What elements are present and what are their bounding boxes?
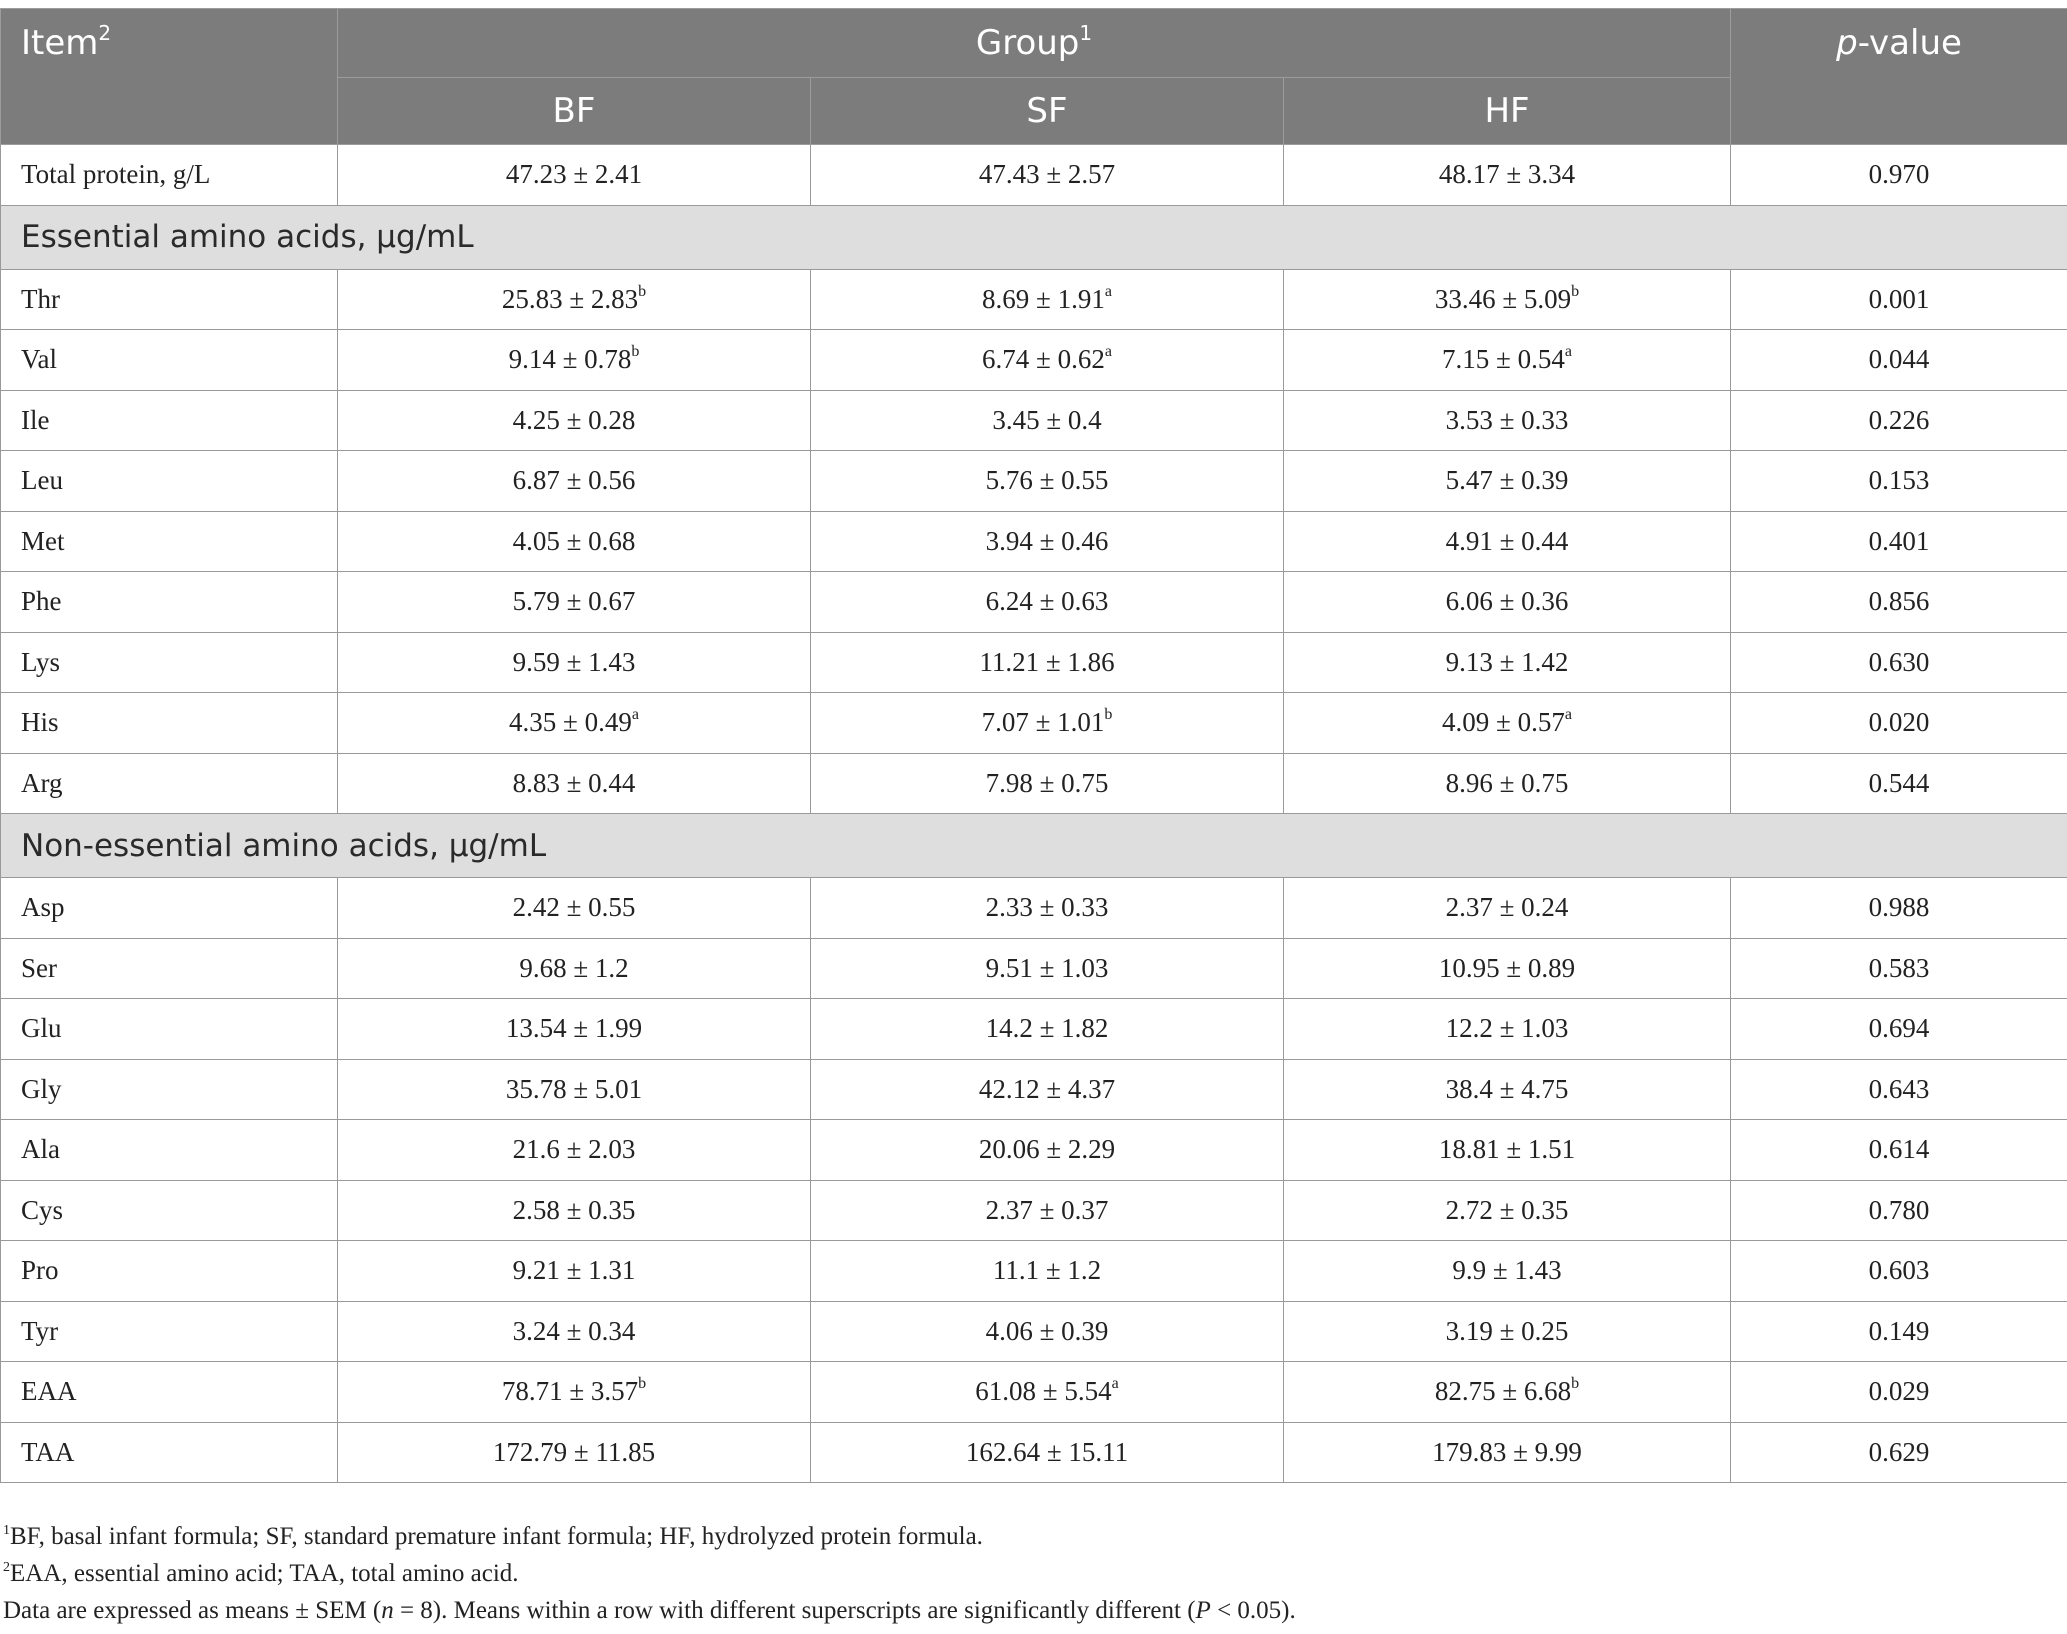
cell-sf-value: 11.1 ± 1.2 — [992, 1255, 1102, 1286]
cell-hf — [1284, 938, 1731, 999]
cell-item: Cys — [1, 1180, 338, 1241]
cell-sf-value: 42.12 ± 4.37 — [978, 1073, 1116, 1104]
cell-item: Met — [1, 511, 338, 572]
cell-hf — [1284, 1059, 1731, 1120]
footnote-2-text: EAA, essential amino acid; TAA, total amino acid. — [10, 1560, 519, 1587]
cell-bf-value: 8.83 ± 0.44 — [512, 767, 636, 798]
header-item — [1, 9, 338, 145]
table-row — [1, 390, 2067, 451]
cell-bf — [338, 390, 811, 451]
cell-bf-value: 172.79 ± 11.85 — [492, 1436, 656, 1467]
footnote-1 — [3, 1518, 2067, 1555]
section-essential-title: Essential amino acids, μg/mL — [1, 205, 2067, 269]
cell-hf-value: 33.46 ± 5.09 — [1434, 283, 1572, 314]
header-group-bf: BF — [338, 78, 811, 145]
cell-sf-value: 2.33 ± 0.33 — [985, 892, 1109, 923]
cell-item: Pro — [1, 1241, 338, 1302]
cell-sf-value: 14.2 ± 1.82 — [985, 1013, 1109, 1044]
cell-item: Leu — [1, 451, 338, 512]
cell-bf-value: 9.59 ± 1.43 — [512, 646, 636, 677]
table-row — [1, 1301, 2067, 1362]
table-header — [1, 9, 2067, 145]
cell-item: Ile — [1, 390, 338, 451]
cell-item: Val — [1, 330, 338, 391]
cell-bf — [338, 269, 811, 330]
cell-sf — [811, 999, 1284, 1060]
cell-bf — [338, 632, 811, 693]
cell-bf-value: 21.6 ± 2.03 — [512, 1134, 636, 1165]
table-row — [1, 1422, 2067, 1483]
section-essential — [1, 205, 2067, 269]
header-pvalue — [1731, 9, 2067, 145]
table-row — [1, 330, 2067, 391]
cell-bf — [338, 145, 811, 206]
cell-pvalue: 0.226 — [1731, 390, 2067, 451]
table-row — [1, 999, 2067, 1060]
cell-bf — [338, 878, 811, 939]
cell-hf — [1284, 1180, 1731, 1241]
cell-bf-sup: b — [638, 282, 647, 300]
cell-sf — [811, 1422, 1284, 1483]
cell-pvalue: 0.856 — [1731, 572, 2067, 633]
cell-bf — [338, 938, 811, 999]
cell-sf-value: 9.51 ± 1.03 — [985, 952, 1109, 983]
cell-sf-value: 47.43 ± 2.57 — [978, 159, 1116, 190]
table-row — [1, 753, 2067, 814]
cell-hf-value: 8.96 ± 0.75 — [1445, 767, 1569, 798]
cell-bf-value: 4.35 ± 0.49 — [509, 707, 632, 738]
cell-hf-sup: a — [1564, 343, 1572, 361]
cell-hf-sup: b — [1571, 1375, 1580, 1393]
cell-bf — [338, 1241, 811, 1302]
header-group-sup: 1 — [1079, 21, 1093, 45]
cell-bf — [338, 999, 811, 1060]
cell-pvalue: 0.044 — [1731, 330, 2067, 391]
section-nonessential — [1, 814, 2067, 878]
cell-item: Ala — [1, 1120, 338, 1181]
cell-bf-sup: a — [631, 706, 639, 724]
cell-hf — [1284, 390, 1731, 451]
cell-bf-sup: b — [631, 343, 640, 361]
cell-sf — [811, 753, 1284, 814]
table-row — [1, 511, 2067, 572]
cell-pvalue: 0.614 — [1731, 1120, 2067, 1181]
cell-hf-value: 38.4 ± 4.75 — [1445, 1073, 1569, 1104]
table-row — [1, 938, 2067, 999]
cell-sf — [811, 1180, 1284, 1241]
header-pvalue-rest: -value — [1857, 23, 1962, 63]
cell-hf-value: 10.95 ± 0.89 — [1438, 952, 1576, 983]
header-group-hf: HF — [1284, 78, 1731, 145]
cell-hf-value: 48.17 ± 3.34 — [1438, 159, 1576, 190]
cell-pvalue: 0.153 — [1731, 451, 2067, 512]
cell-pvalue: 0.149 — [1731, 1301, 2067, 1362]
cell-hf-value: 9.13 ± 1.42 — [1445, 646, 1569, 677]
cell-bf-value: 9.21 ± 1.31 — [512, 1255, 636, 1286]
cell-bf-value: 35.78 ± 5.01 — [505, 1073, 643, 1104]
cell-hf-value: 3.53 ± 0.33 — [1445, 404, 1569, 435]
cell-pvalue: 0.694 — [1731, 999, 2067, 1060]
cell-sf — [811, 511, 1284, 572]
cell-sf — [811, 878, 1284, 939]
cell-hf-value: 4.09 ± 0.57 — [1442, 707, 1565, 738]
cell-hf-value: 6.06 ± 0.36 — [1445, 586, 1569, 617]
footnote-3 — [3, 1592, 2067, 1629]
cell-sf-value: 7.07 ± 1.01 — [981, 707, 1105, 738]
header-item-label: Item — [21, 23, 99, 63]
cell-sf-sup: a — [1104, 282, 1112, 300]
cell-bf — [338, 1422, 811, 1483]
cell-hf-value: 179.83 ± 9.99 — [1432, 1436, 1582, 1467]
cell-sf — [811, 269, 1284, 330]
cell-item: Phe — [1, 572, 338, 633]
header-group — [338, 9, 1731, 78]
footnote-3-a: Data are expressed as means ± SEM ( — [3, 1597, 382, 1624]
cell-sf-value: 6.74 ± 0.62 — [982, 344, 1105, 375]
cell-sf — [811, 145, 1284, 206]
cell-item: Total protein, g/L — [1, 145, 338, 206]
cell-sf — [811, 1059, 1284, 1120]
cell-item: Asp — [1, 878, 338, 939]
section-nonessential-title: Non-essential amino acids, μg/mL — [1, 814, 2067, 878]
cell-sf — [811, 1120, 1284, 1181]
cell-bf — [338, 753, 811, 814]
cell-bf-value: 78.71 ± 3.57 — [501, 1376, 639, 1407]
cell-item: Ser — [1, 938, 338, 999]
cell-sf-value: 5.76 ± 0.55 — [985, 465, 1109, 496]
cell-hf-value: 9.9 ± 1.43 — [1452, 1255, 1562, 1286]
cell-bf — [338, 1180, 811, 1241]
cell-bf — [338, 330, 811, 391]
cell-sf — [811, 1301, 1284, 1362]
cell-sf — [811, 1241, 1284, 1302]
cell-bf-value: 2.42 ± 0.55 — [512, 892, 636, 923]
cell-pvalue: 0.643 — [1731, 1059, 2067, 1120]
cell-hf-sup: a — [1564, 706, 1572, 724]
table-body — [1, 145, 2067, 1483]
cell-sf — [811, 693, 1284, 754]
cell-hf — [1284, 999, 1731, 1060]
cell-hf — [1284, 878, 1731, 939]
table-row — [1, 1059, 2067, 1120]
cell-sf — [811, 330, 1284, 391]
cell-bf — [338, 1362, 811, 1423]
cell-hf — [1284, 451, 1731, 512]
cell-sf-value: 3.45 ± 0.4 — [992, 404, 1102, 435]
cell-sf-value: 11.21 ± 1.86 — [979, 646, 1115, 677]
cell-bf-value: 25.83 ± 2.83 — [501, 283, 639, 314]
table-row — [1, 145, 2067, 206]
table-row — [1, 632, 2067, 693]
cell-pvalue: 0.630 — [1731, 632, 2067, 693]
cell-sf-value: 61.08 ± 5.54 — [975, 1376, 1112, 1407]
cell-hf — [1284, 145, 1731, 206]
cell-hf — [1284, 753, 1731, 814]
cell-pvalue: 0.544 — [1731, 753, 2067, 814]
cell-bf — [338, 511, 811, 572]
footnote-3-c: < 0.05). — [1210, 1597, 1296, 1624]
cell-bf-sup: b — [638, 1375, 647, 1393]
table-row — [1, 1362, 2067, 1423]
amino-acid-table — [0, 8, 2067, 1483]
cell-hf-value: 18.81 ± 1.51 — [1438, 1134, 1576, 1165]
cell-bf — [338, 693, 811, 754]
cell-hf-value: 7.15 ± 0.54 — [1442, 344, 1565, 375]
cell-item: Tyr — [1, 1301, 338, 1362]
cell-sf — [811, 451, 1284, 512]
cell-hf — [1284, 1120, 1731, 1181]
cell-pvalue: 0.603 — [1731, 1241, 2067, 1302]
cell-sf — [811, 572, 1284, 633]
cell-bf-value: 6.87 ± 0.56 — [512, 465, 636, 496]
table-row — [1, 269, 2067, 330]
cell-item: Glu — [1, 999, 338, 1060]
cell-bf-value: 47.23 ± 2.41 — [505, 159, 643, 190]
cell-hf-value: 82.75 ± 6.68 — [1434, 1376, 1572, 1407]
header-group-sf: SF — [811, 78, 1284, 145]
header-item-sup: 2 — [98, 21, 112, 45]
cell-item: Arg — [1, 753, 338, 814]
cell-hf-value: 2.72 ± 0.35 — [1445, 1194, 1569, 1225]
cell-hf-value: 2.37 ± 0.24 — [1445, 892, 1569, 923]
cell-sf-sup: a — [1111, 1375, 1119, 1393]
cell-bf-value: 2.58 ± 0.35 — [512, 1194, 636, 1225]
footnote-3-b: = 8). Means within a row with different superscripts are significantly different ( — [393, 1597, 1196, 1624]
cell-bf-value: 9.68 ± 1.2 — [519, 952, 629, 983]
table-row — [1, 572, 2067, 633]
cell-bf-value: 5.79 ± 0.67 — [512, 586, 636, 617]
cell-bf-value: 4.05 ± 0.68 — [512, 525, 636, 556]
table-row — [1, 693, 2067, 754]
cell-bf-value: 13.54 ± 1.99 — [505, 1013, 643, 1044]
header-pvalue-italic: p — [1836, 23, 1858, 63]
header-group-label: Group — [975, 23, 1080, 63]
cell-bf-value: 9.14 ± 0.78 — [508, 344, 632, 375]
cell-bf — [338, 451, 811, 512]
cell-item: Thr — [1, 269, 338, 330]
cell-sf — [811, 938, 1284, 999]
cell-hf-value: 4.91 ± 0.44 — [1445, 525, 1569, 556]
cell-hf — [1284, 1362, 1731, 1423]
footnote-2-sup: 2 — [3, 1560, 10, 1575]
footnote-2 — [3, 1555, 2067, 1592]
table-row — [1, 878, 2067, 939]
cell-sf-sup: b — [1104, 706, 1113, 724]
table-row — [1, 451, 2067, 512]
cell-hf — [1284, 511, 1731, 572]
cell-sf-value: 3.94 ± 0.46 — [985, 525, 1109, 556]
table-row — [1, 1180, 2067, 1241]
cell-sf-value: 8.69 ± 1.91 — [982, 283, 1105, 314]
footnotes — [0, 1518, 2067, 1629]
cell-bf — [338, 1120, 811, 1181]
table-row — [1, 1241, 2067, 1302]
cell-hf — [1284, 330, 1731, 391]
cell-bf-value: 4.25 ± 0.28 — [512, 404, 636, 435]
cell-sf-value: 6.24 ± 0.63 — [985, 586, 1109, 617]
cell-hf — [1284, 632, 1731, 693]
cell-sf — [811, 1362, 1284, 1423]
cell-item: TAA — [1, 1422, 338, 1483]
cell-pvalue: 0.780 — [1731, 1180, 2067, 1241]
table-container — [0, 8, 2067, 1483]
cell-sf-value: 162.64 ± 15.11 — [965, 1436, 1129, 1467]
cell-sf — [811, 390, 1284, 451]
cell-sf-value: 4.06 ± 0.39 — [985, 1315, 1109, 1346]
cell-hf — [1284, 572, 1731, 633]
cell-pvalue: 0.020 — [1731, 693, 2067, 754]
cell-bf-value: 3.24 ± 0.34 — [512, 1315, 636, 1346]
cell-sf — [811, 632, 1284, 693]
cell-bf — [338, 572, 811, 633]
footnote-1-text: BF, basal infant formula; SF, standard premature infant formula; HF, hydrolyzed protein formula. — [10, 1523, 983, 1550]
cell-sf-value: 2.37 ± 0.37 — [985, 1194, 1109, 1225]
cell-hf — [1284, 1241, 1731, 1302]
cell-item: Gly — [1, 1059, 338, 1120]
table-row — [1, 1120, 2067, 1181]
cell-pvalue: 0.988 — [1731, 878, 2067, 939]
cell-pvalue: 0.001 — [1731, 269, 2067, 330]
cell-hf-sup: b — [1571, 282, 1580, 300]
cell-pvalue: 0.629 — [1731, 1422, 2067, 1483]
cell-sf-value: 7.98 ± 0.75 — [985, 767, 1109, 798]
cell-hf-value: 12.2 ± 1.03 — [1445, 1013, 1569, 1044]
cell-pvalue: 0.401 — [1731, 511, 2067, 572]
cell-hf-value: 5.47 ± 0.39 — [1445, 465, 1569, 496]
cell-hf — [1284, 1301, 1731, 1362]
cell-item: EAA — [1, 1362, 338, 1423]
footnote-1-sup: 1 — [3, 1523, 10, 1538]
cell-hf — [1284, 693, 1731, 754]
cell-bf — [338, 1059, 811, 1120]
cell-item: His — [1, 693, 338, 754]
cell-pvalue: 0.970 — [1731, 145, 2067, 206]
cell-sf-sup: a — [1104, 343, 1112, 361]
cell-hf-value: 3.19 ± 0.25 — [1445, 1315, 1569, 1346]
footnote-3-P: P — [1195, 1597, 1211, 1624]
cell-pvalue: 0.029 — [1731, 1362, 2067, 1423]
cell-pvalue: 0.583 — [1731, 938, 2067, 999]
cell-sf-value: 20.06 ± 2.29 — [978, 1134, 1116, 1165]
cell-item: Lys — [1, 632, 338, 693]
cell-hf — [1284, 1422, 1731, 1483]
footnote-3-n: n — [381, 1597, 394, 1624]
cell-hf — [1284, 269, 1731, 330]
cell-bf — [338, 1301, 811, 1362]
